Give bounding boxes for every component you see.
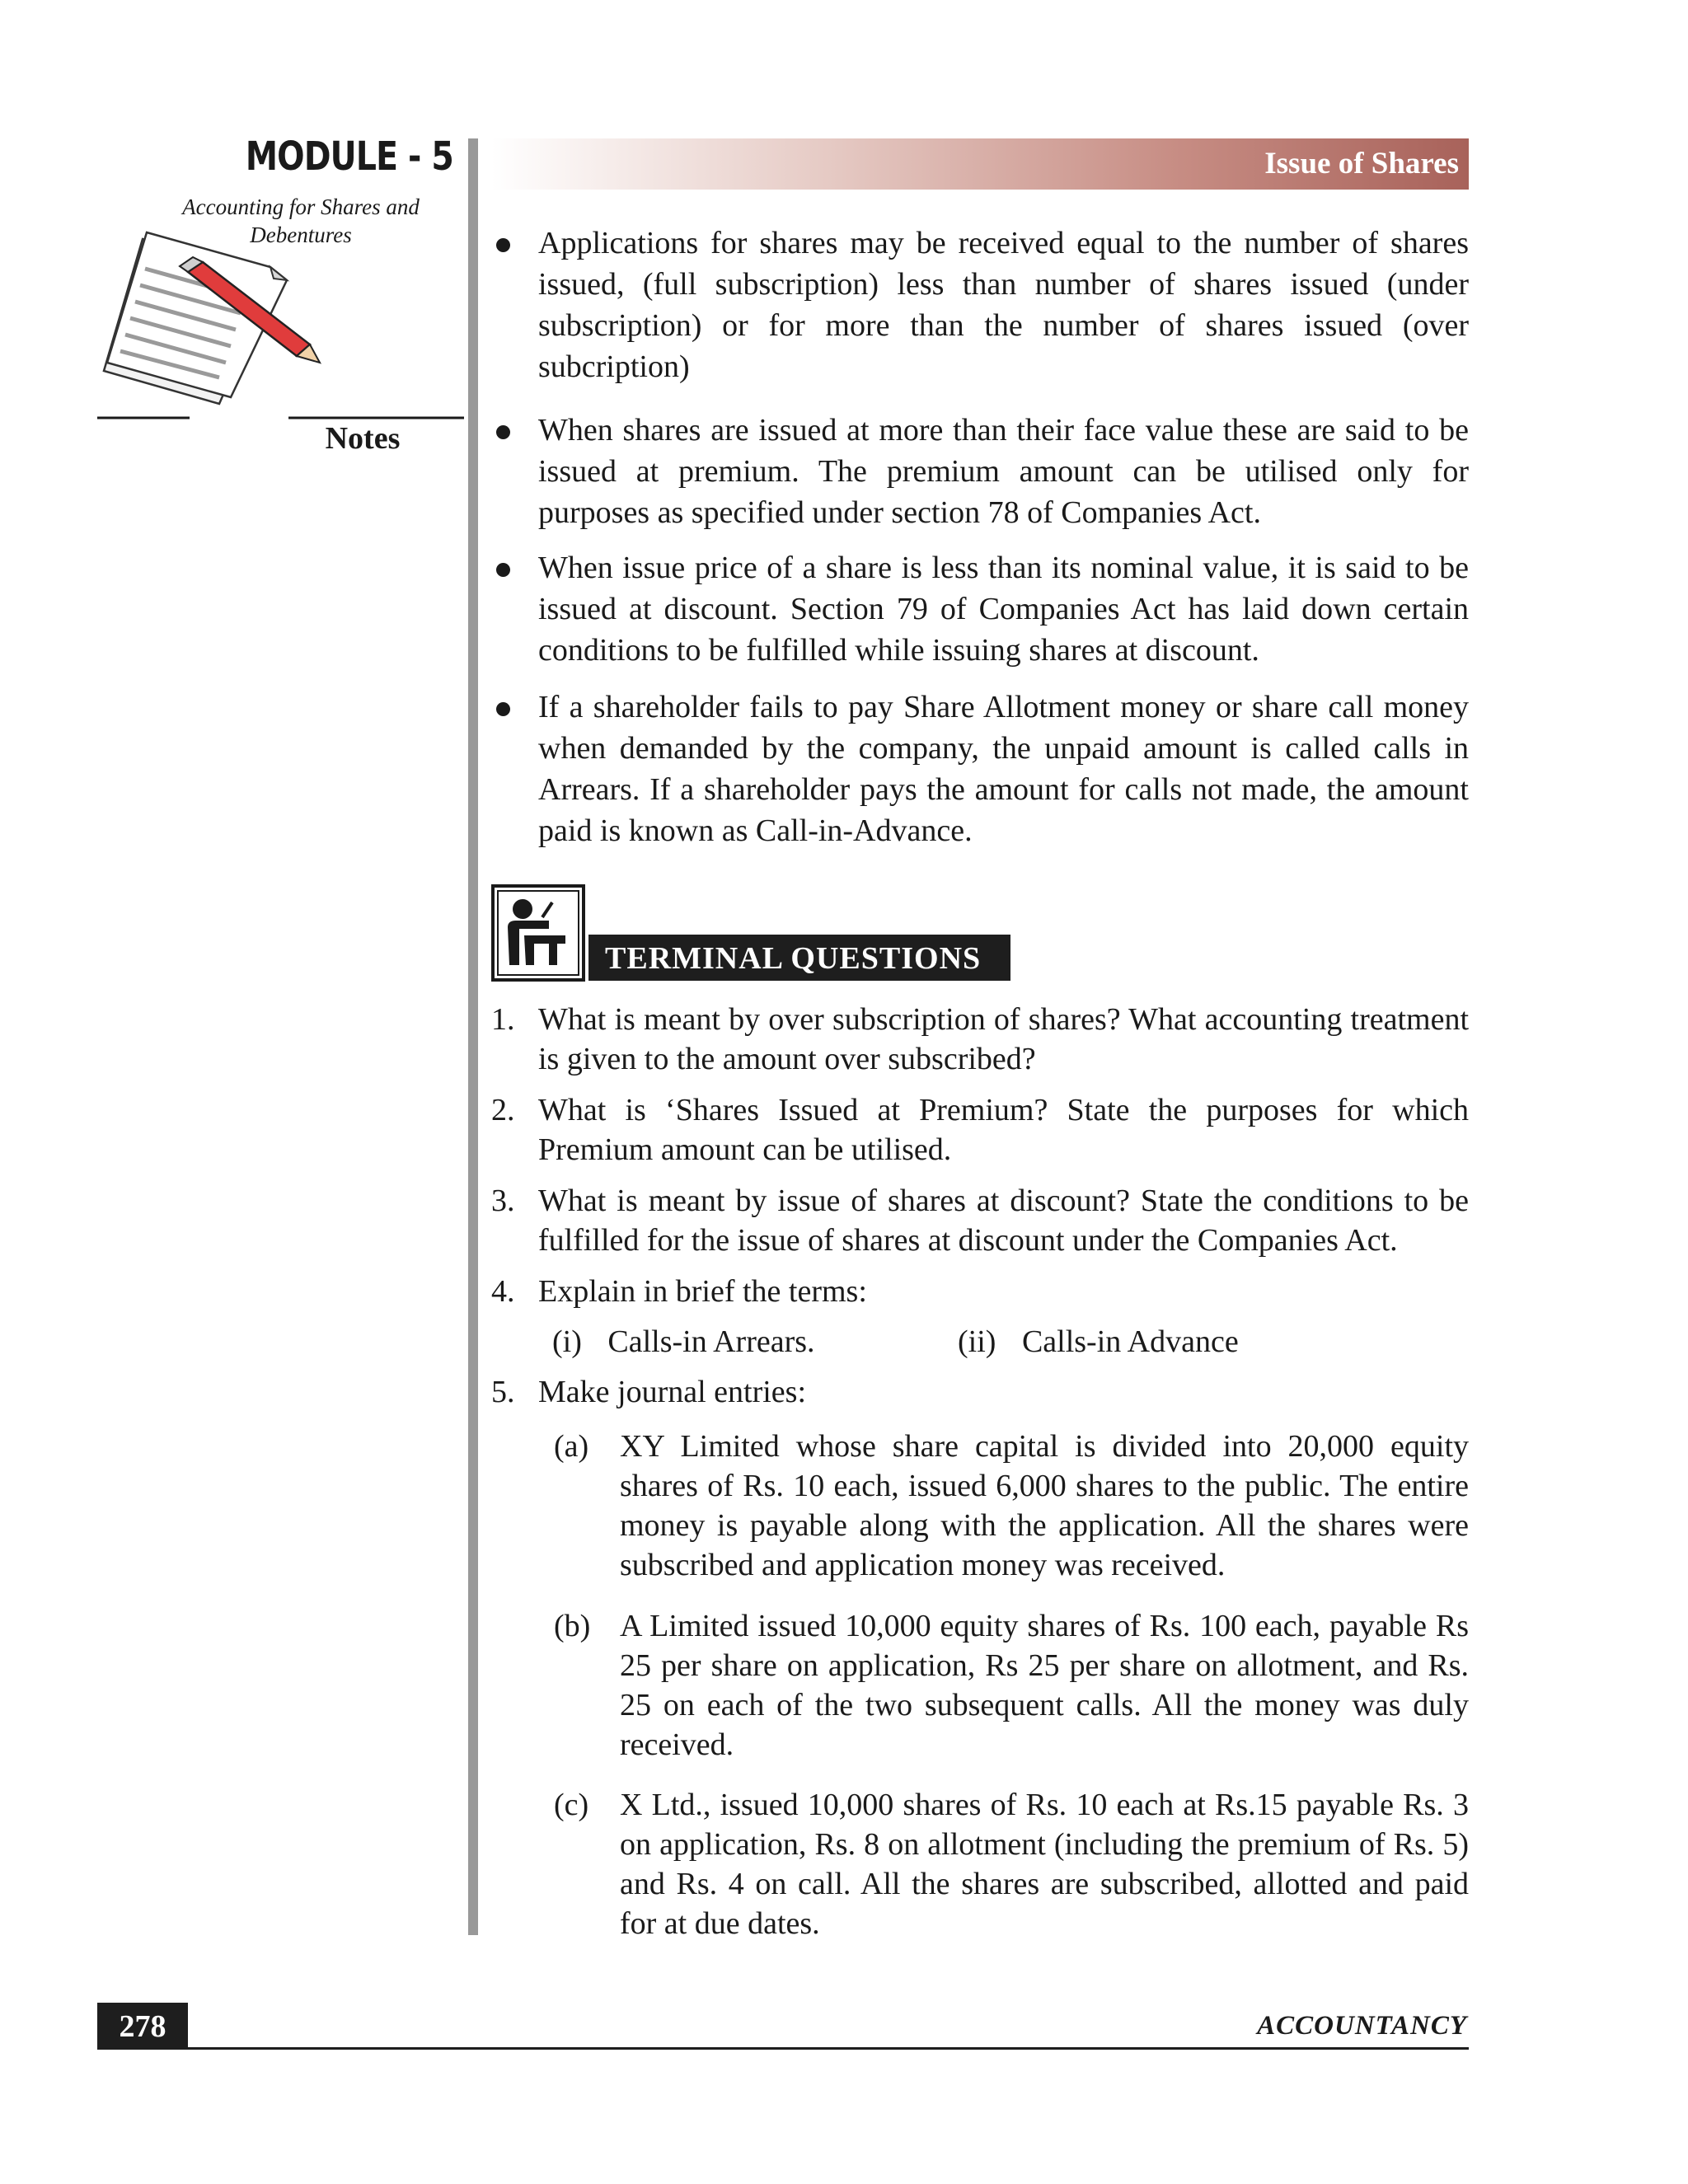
sub-item [554, 1785, 1469, 1943]
notes-label: Notes [325, 421, 401, 456]
question-number: 1. [491, 1002, 515, 1037]
sub-item-text: Calls-in Arrears. [607, 1324, 815, 1359]
list-item [491, 223, 1469, 387]
bullet-icon [496, 563, 510, 577]
question-number: 5. [491, 1375, 515, 1409]
student-at-desk-icon [491, 884, 585, 982]
sub-item-text: Calls-in Advance [1021, 1324, 1239, 1359]
question-item [491, 1272, 1469, 1311]
sub-item [958, 1322, 1239, 1361]
sub-item [554, 1606, 1469, 1765]
module-title: MODULE - 5 [245, 134, 453, 180]
sub-item-text: X Ltd., issued 10,000 shares of Rs. 10 each at Rs.15 payable Rs. 3 on application, Rs. 8 on allotment (including the premium of Rs. 5) and Rs. 4 on call. All the shares are subscribed, allotted and paid for at due dates. [620, 1788, 1469, 1941]
page-number: 278 [97, 2003, 188, 2049]
question-number: 2. [491, 1093, 515, 1127]
bullet-text: Applications for shares may be received equal to the number of shares issued, (full subscription) less than number of shares issued (under subscription) or for more than the number of shares issued (over subcription) [538, 226, 1469, 384]
question-text: Explain in brief the terms: [538, 1274, 867, 1309]
chapter-title: Issue of Shares [1264, 147, 1459, 180]
list-item [491, 547, 1469, 671]
question-number: 3. [491, 1183, 515, 1218]
sub-item-text: A Limited issued 10,000 equity shares of Rs. 100 each, payable Rs 25 per share on application, Rs 25 per share on allotment, and Rs. 25 on each of the two subsequent calls. All the money was duly received. [620, 1609, 1469, 1762]
question-text: Make journal entries: [538, 1375, 807, 1409]
sub-item-mark: (b) [554, 1609, 591, 1643]
notepad-pencil-icon [97, 221, 468, 435]
sub-item-mark: (i) [552, 1324, 582, 1359]
question-item [491, 1000, 1469, 1079]
sub-item-text: XY Limited whose share capital is divided into 20,000 equity shares of Rs. 10 each, issued 6,000 shares to the public. The entire money is payable along with the application. All the shares were subscribed and application money was received. [620, 1429, 1469, 1582]
question-number: 4. [491, 1274, 515, 1309]
terminal-questions-heading: TERMINAL QUESTIONS [588, 935, 1010, 981]
module-subtitle: Accounting for Shares and Debentures [182, 194, 420, 247]
sub-item-mark: (a) [554, 1429, 589, 1464]
list-item [491, 687, 1469, 851]
question-item [491, 1181, 1469, 1260]
footer-rule [97, 2047, 1469, 2050]
sub-item [552, 1322, 815, 1361]
bullet-text: When shares are issued at more than their face value these are said to be issued at premium. The premium amount can be utilised only for purposes as specified under section 78 of Companies Act. [538, 413, 1469, 530]
sub-item [554, 1427, 1469, 1585]
sub-item-mark: (ii) [958, 1324, 996, 1359]
question-text: What is meant by issue of shares at discount? State the conditions to be fulfilled for the issue of shares at discount under the Companies Act. [538, 1183, 1469, 1258]
bullet-text: When issue price of a share is less than its nominal value, it is said to be issued at discount. Section 79 of Companies Act has laid down certain conditions to be fulfilled while issuing shares at discount. [538, 551, 1469, 668]
question-item [491, 1372, 1469, 1412]
footer-subject: ACCOUNTANCY [1257, 2011, 1467, 2041]
sub-item-mark: (c) [554, 1788, 589, 1822]
list-item [491, 410, 1469, 533]
bullet-icon [496, 425, 510, 439]
margin-divider [468, 138, 478, 1935]
question-text: What is meant by over subscription of shares? What accounting treatment is given to the amount over subscribed? [538, 1002, 1469, 1076]
bullet-icon [496, 702, 510, 716]
question-item [491, 1090, 1469, 1169]
bullet-text: If a shareholder fails to pay Share Allotment money or share call money when demanded by the company, the unpaid amount is called calls in Arrears. If a shareholder pays the amount for calls not made, the amount paid is known as Call-in-Advance. [538, 690, 1469, 848]
bullet-icon [496, 238, 510, 252]
question-text: What is ‘Shares Issued at Premium? State the purposes for which Premium amount can be utilised. [538, 1093, 1469, 1167]
